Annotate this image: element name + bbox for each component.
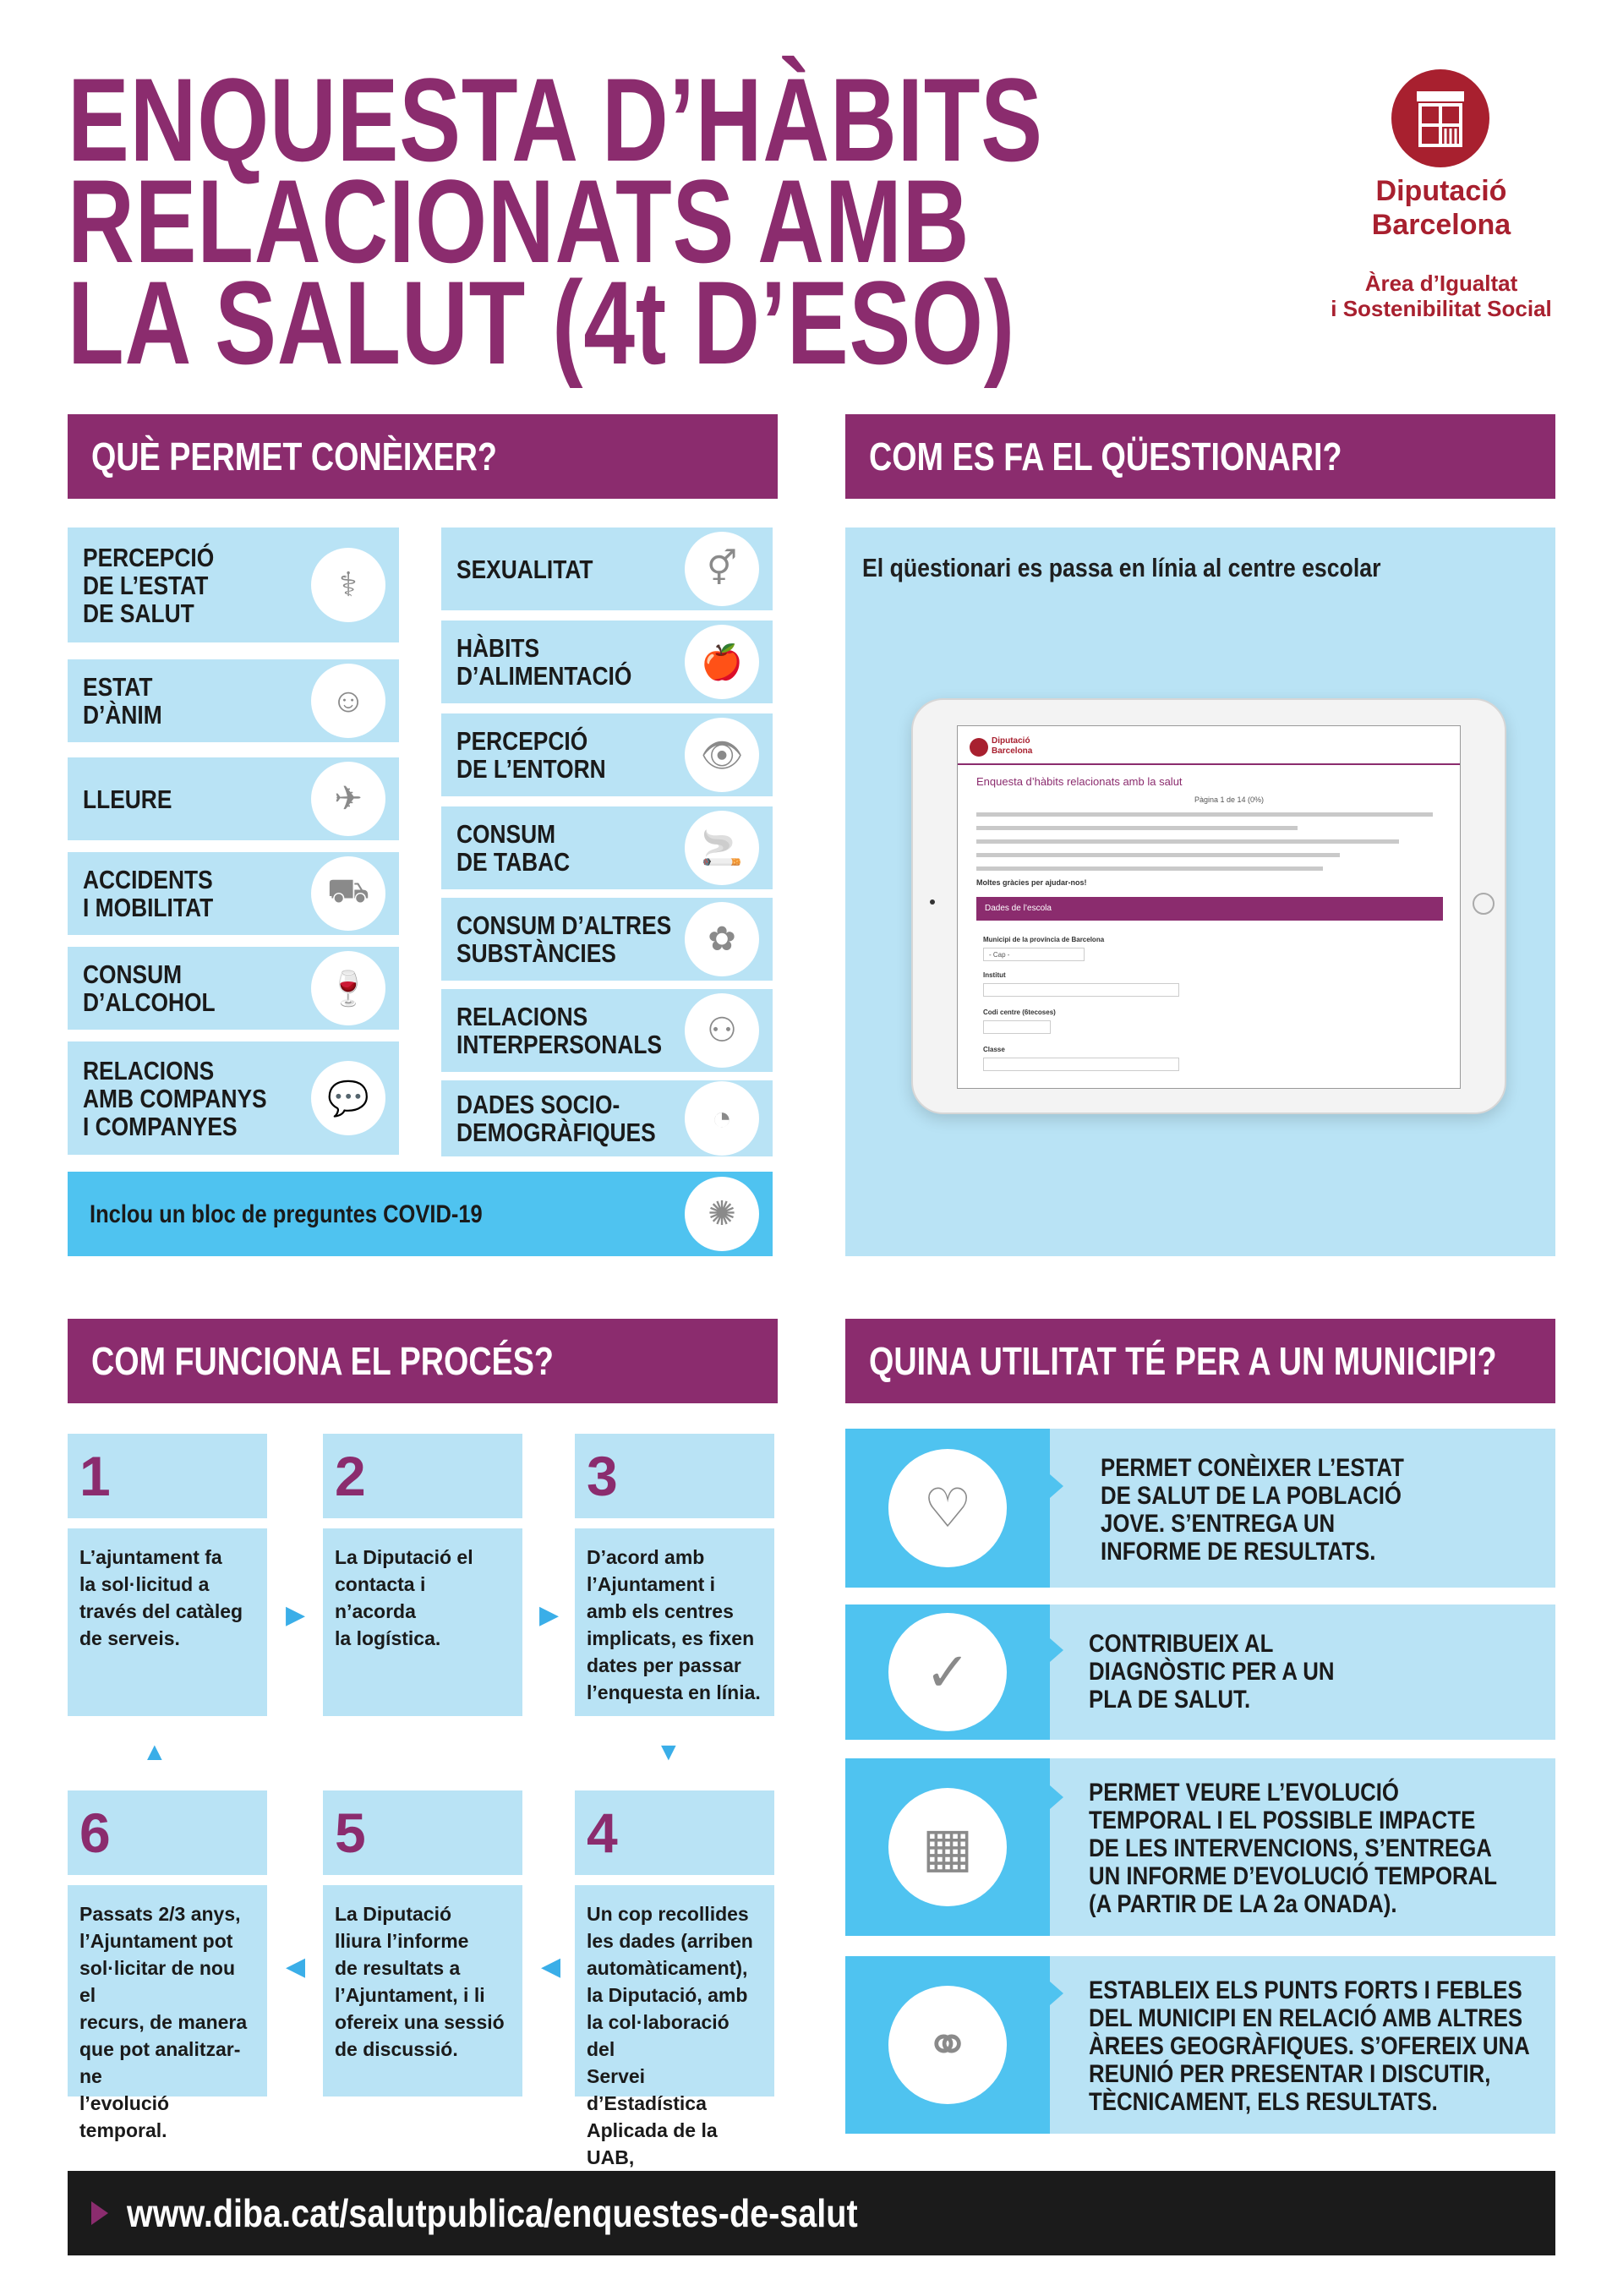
substances-icon: ✿	[685, 902, 759, 976]
mini-form-title: Enquesta d’hàbits relacionats amb la salut	[976, 775, 1183, 788]
tractor-icon: ⛟	[311, 856, 385, 931]
mini-brand-2: Barcelona	[992, 746, 1033, 756]
cigarette-icon: 🚬	[685, 811, 759, 885]
step-number: 5	[323, 1790, 522, 1875]
pointer-notch	[1050, 1474, 1063, 1498]
arrow-left-icon: ◀	[541, 1953, 561, 1981]
topic-tile: CONSUM D’ALCOHOL 🍷	[68, 947, 399, 1030]
arrow-right-icon: ▶	[539, 1601, 560, 1629]
food-icon: 🍎	[685, 625, 759, 699]
mini-field-label: Institut	[983, 971, 1006, 979]
bottles-icon: 🍷	[311, 951, 385, 1025]
topic-tile: ACCIDENTS I MOBILITAT ⛟	[68, 852, 399, 935]
mini-input[interactable]	[983, 1058, 1179, 1071]
website-link[interactable]: www.diba.cat/salutpublica/enquestes-de-salut	[127, 2191, 858, 2235]
arrow-down-icon: ▼	[656, 1738, 681, 1766]
step-number: 3	[575, 1434, 774, 1518]
area-name-2: i Sostenibilitat Social	[1331, 296, 1552, 321]
mini-section-bar: Dades de l’escola	[976, 897, 1443, 921]
title-line-2: RELACIONATS AMB	[68, 155, 970, 287]
leisure-icon: ✈	[311, 762, 385, 836]
arrow-left-icon: ◀	[286, 1953, 306, 1981]
mini-divider	[958, 763, 1461, 765]
pointer-notch	[1050, 1638, 1063, 1662]
step-text: La Diputació lliura l’informe de resultats a l’Ajuntament, i li ofereix una sessió de discussió.	[323, 1885, 522, 2096]
topic-tile: PERCEPCIÓ DE L’ESTAT DE SALUT ⚕	[68, 528, 399, 642]
topic-tile: RELACIONS AMB COMPANYS I COMPANYES 💬	[68, 1041, 399, 1155]
step-number: 6	[68, 1790, 267, 1875]
topic-tile: HÀBITS D’ALIMENTACIÓ 🍎	[441, 620, 773, 703]
section-header-que-permet: QUÈ PERMET CONÈIXER?	[68, 414, 778, 499]
step-text: D’acord amb l’Ajuntament i amb els centres implicats, es fixen dates per passar l’enquesta en línia.	[575, 1528, 774, 1716]
step-number: 2	[323, 1434, 522, 1518]
topic-tile: ESTAT D’ÀNIM ☺	[68, 659, 399, 742]
arrow-up-icon: ▲	[142, 1738, 167, 1766]
covid-banner: Inclou un bloc de preguntes COVID-19 ✺	[68, 1172, 773, 1256]
tablet-camera	[930, 899, 935, 905]
footer-bar	[68, 2171, 1555, 2255]
step-text: La Diputació el contacta i n’acorda la logística.	[323, 1528, 522, 1716]
section-header-com-funciona: COM FUNCIONA EL PROCÉS?	[68, 1319, 778, 1403]
mini-input[interactable]	[983, 1020, 1051, 1034]
section-header-quina-utilitat: QUINA UTILITAT TÉ PER A UN MUNICIPI?	[845, 1319, 1555, 1403]
tablet-mockup	[911, 698, 1506, 1114]
utility-icon-panel	[845, 1956, 1050, 2134]
mini-input[interactable]	[983, 983, 1179, 997]
coat-of-arms-icon	[1391, 69, 1489, 167]
stethoscope-icon: ⚕	[311, 548, 385, 622]
broken-link-icon: ⚭	[888, 1986, 1007, 2104]
eye-icon: 👁	[685, 718, 759, 792]
network-people-icon: ⚇	[685, 993, 759, 1068]
calendar-icon: ▦	[888, 1788, 1007, 1906]
person-mood-icon: ☺	[311, 664, 385, 738]
mini-brand-1: Diputació	[992, 736, 1030, 746]
section-header-com-es-fa: COM ES FA EL QÜESTIONARI?	[845, 414, 1555, 499]
mini-field-label: Classe	[983, 1046, 1005, 1053]
utility-text: CONTRIBUEIX AL DIAGNÒSTIC PER A UN PLA DE SALUT.	[1089, 1630, 1335, 1714]
title-line-3: LA SALUT (4t D’ESO)	[68, 256, 1015, 389]
step-number: 1	[68, 1434, 267, 1518]
utility-text: ESTABLEIX ELS PUNTS FORTS I FEBLES DEL MUNICIPI EN RELACIÓ AMB ALTRES ÀREES GEOGRÀFIQUES. S’OFEREIX UNA REUNIÓ PER PRESENTAR I DISCUTIR, TÈCNICAMENT, ELS RESULTATS.	[1089, 1976, 1530, 2116]
topic-tile: DADES SOCIO- DEMOGRÀFIQUES ◔	[441, 1080, 773, 1156]
topic-tile: CONSUM DE TABAC 🚬	[441, 806, 773, 889]
mini-logo-icon	[970, 738, 988, 757]
document-check-icon: ✓	[888, 1613, 1007, 1731]
topic-tile: RELACIONS INTERPERSONALS ⚇	[441, 989, 773, 1072]
mini-field-label: Municipi de la província de Barcelona	[983, 936, 1105, 943]
health-report-icon: ♡	[888, 1449, 1007, 1567]
mini-field-label: Codi centre (6tecoses)	[983, 1009, 1056, 1016]
topic-tile: CONSUM D’ALTRES SUBSTÀNCIES ✿	[441, 898, 773, 981]
tablet-home-button	[1473, 893, 1495, 915]
questionnaire-text: El qüestionari es passa en línia al centre escolar	[862, 553, 1381, 582]
utility-icon-panel	[845, 1758, 1050, 1936]
org-name-2: Barcelona	[1371, 209, 1511, 241]
mini-page-indicator: Pàgina 1 de 14 (0%)	[1194, 795, 1265, 804]
utility-icon-panel	[845, 1604, 1050, 1740]
step-number: 4	[575, 1790, 774, 1875]
mini-thanks: Moltes gràcies per ajudar-nos!	[976, 878, 1087, 887]
pie-chart-icon: ◔	[685, 1081, 759, 1156]
step-text: Passats 2/3 anys, l’Ajuntament pot sol·licitar de nou el recurs, de manera que pot analitzar-ne l’evolució temporal.	[68, 1885, 267, 2096]
diputacio-logo	[1391, 69, 1489, 167]
area-name-1: Àrea d’Igualtat	[1364, 271, 1518, 296]
mini-select[interactable]: - Cap -	[983, 948, 1085, 961]
virus-icon: ✺	[685, 1177, 759, 1251]
step-text: Un cop recollides les dades (arriben automàticament), la Diputació, amb la col·laboració del Servei d’Estadística Aplicada de la UAB,	[575, 1885, 774, 2096]
org-name-1: Diputació	[1375, 175, 1507, 207]
utility-text: PERMET VEURE L’EVOLUCIÓ TEMPORAL I EL POSSIBLE IMPACTE DE LES INTERVENCIONS, S’ENTREGA UN INFORME D’EVOLUCIÓ TEMPORAL (A PARTIR DE LA 2a ONADA).	[1089, 1779, 1498, 1918]
play-arrow-icon	[91, 2201, 108, 2225]
tablet-screen	[957, 725, 1461, 1089]
pointer-notch	[1050, 1785, 1063, 1809]
topic-tile: SEXUALITAT ⚥	[441, 528, 773, 610]
utility-text: PERMET CONÈIXER L’ESTAT DE SALUT DE LA POBLACIÓ JOVE. S’ENTREGA UN INFORME DE RESULTATS.	[1101, 1454, 1404, 1566]
topic-tile: PERCEPCIÓ DE L’ENTORN 👁	[441, 713, 773, 796]
pointer-notch	[1050, 1982, 1063, 2005]
utility-icon-panel	[845, 1429, 1050, 1588]
topic-tile: LLEURE ✈	[68, 757, 399, 840]
chat-bubbles-icon: 💬	[311, 1061, 385, 1135]
title-line-1: ENQUESTA D’HÀBITS	[68, 53, 1043, 186]
gender-symbols-icon: ⚥	[685, 532, 759, 606]
step-text: L’ajuntament fa la sol·licitud a través del catàleg de serveis.	[68, 1528, 267, 1716]
arrow-right-icon: ▶	[286, 1601, 306, 1629]
